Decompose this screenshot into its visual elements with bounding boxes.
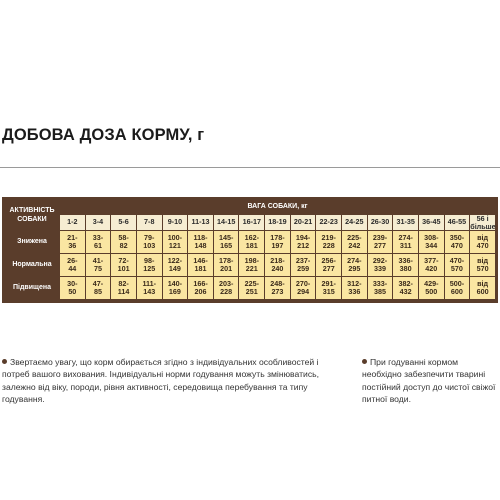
bullet-icon [362,359,367,364]
dose-cell: від 470 [470,231,495,253]
dose-cell: 225- 242 [342,231,367,253]
dose-cell: 33- 61 [86,231,111,253]
dose-cell: 72- 101 [111,254,136,276]
dose-cell: 256- 277 [316,254,341,276]
dose-cell: 100- 121 [163,231,188,253]
dose-cell: 291- 315 [316,277,341,299]
weight-range-cell: 3-4 [86,215,111,230]
dose-cell: 500- 600 [445,277,470,299]
dose-cell: 333- 385 [368,277,393,299]
weight-range-cell: 20-21 [291,215,316,230]
dose-cell: 429- 500 [419,277,444,299]
dose-cell: 470- 570 [445,254,470,276]
dose-cell: 146- 181 [188,254,213,276]
dose-cell: 194- 212 [291,231,316,253]
dose-cell: 178- 201 [214,254,239,276]
weight-range-cell: 24-25 [342,215,367,230]
dose-cell: 377- 420 [419,254,444,276]
weight-range-row [5,215,495,230]
note-left [2,356,342,406]
weight-header: ВАГА СОБАКИ, кг [247,202,308,210]
dose-cell: 203- 228 [214,277,239,299]
dose-cell: 79- 103 [137,231,162,253]
dose-cell: 30- 50 [60,277,85,299]
dose-cell: 41- 75 [86,254,111,276]
dose-cell: 292- 339 [368,254,393,276]
weight-range-cell: 22-23 [316,215,341,230]
dose-cell: 336- 380 [393,254,418,276]
table-row [5,277,495,299]
title-divider [0,167,500,168]
weight-range-cell: 1-2 [60,215,85,230]
weight-range-cell: 14-15 [214,215,239,230]
weight-range-cell: 46-55 [445,215,470,230]
bullet-icon [2,359,7,364]
activity-level-label: Підвищена [13,283,51,291]
dose-cell: від 600 [470,277,495,299]
dose-cell: 274- 311 [393,231,418,253]
dose-cell: 21- 36 [60,231,85,253]
activity-header: АКТИВНІСТЬ СОБАКИ [9,207,55,223]
feeding-table-grid [4,199,496,300]
weight-range-cell: 5-6 [111,215,136,230]
weight-range-cell: 18-19 [265,215,290,230]
weight-range-cell: 56 і більше [470,214,496,231]
weight-range-cell: 9-10 [163,215,188,230]
activity-level-label: Нормальна [12,260,52,268]
dose-cell: 111- 143 [137,277,162,299]
weight-range-cell: 7-8 [137,215,162,230]
dose-cell: від 570 [470,254,495,276]
dose-cell: 82- 114 [111,277,136,299]
weight-range-cell: 31-35 [393,215,418,230]
dose-cell: 47- 85 [86,277,111,299]
dose-cell: 237- 259 [291,254,316,276]
dose-cell: 145- 165 [214,231,239,253]
table-row [5,231,495,253]
dose-cell: 166- 206 [188,277,213,299]
dose-cell: 198- 221 [239,254,264,276]
dose-cell: 219- 228 [316,231,341,253]
dose-cell: 26- 44 [60,254,85,276]
weight-range-cell: 26-30 [368,215,393,230]
feeding-table [2,197,498,303]
dose-cell: 239- 277 [368,231,393,253]
dose-cell: 270- 294 [291,277,316,299]
dose-cell: 98- 125 [137,254,162,276]
activity-level-label: Знижена [17,237,47,245]
dose-cell: 308- 344 [419,231,444,253]
weight-range-cell: 11-13 [188,215,213,230]
dose-cell: 312- 336 [342,277,367,299]
dose-cell: 225- 251 [239,277,264,299]
dose-cell: 178- 197 [265,231,290,253]
dose-cell: 118- 148 [188,231,213,253]
table-row [5,254,495,276]
weight-range-cell: 36-45 [419,215,444,230]
note-right-text: При годуванні кормом необхідно забезпечити тварині постійний доступ до чистої свіжої питної води. [362,357,496,405]
dose-cell: 162- 181 [239,231,264,253]
dose-cell: 350- 470 [445,231,470,253]
dose-cell: 58- 82 [111,231,136,253]
dose-cell: 248- 273 [265,277,290,299]
dose-cell: 218- 240 [265,254,290,276]
page-title: ДОБОВА ДОЗА КОРМУ, г [2,126,205,144]
dose-cell: 122- 149 [163,254,188,276]
dose-cell: 382- 432 [393,277,418,299]
weight-range-cell: 16-17 [239,215,264,230]
note-right [362,356,498,406]
note-left-text: Звертаємо увагу, що корм обирається згідно з індивідуальних особливостей і потреб вашого вихования. Індивідуальні норми годування можуть змінюватись, залежно від віку, породи, рівня активності, середовища перебування та типу годування. [2,357,319,405]
dose-cell: 274- 295 [342,254,367,276]
dose-cell: 140- 169 [163,277,188,299]
